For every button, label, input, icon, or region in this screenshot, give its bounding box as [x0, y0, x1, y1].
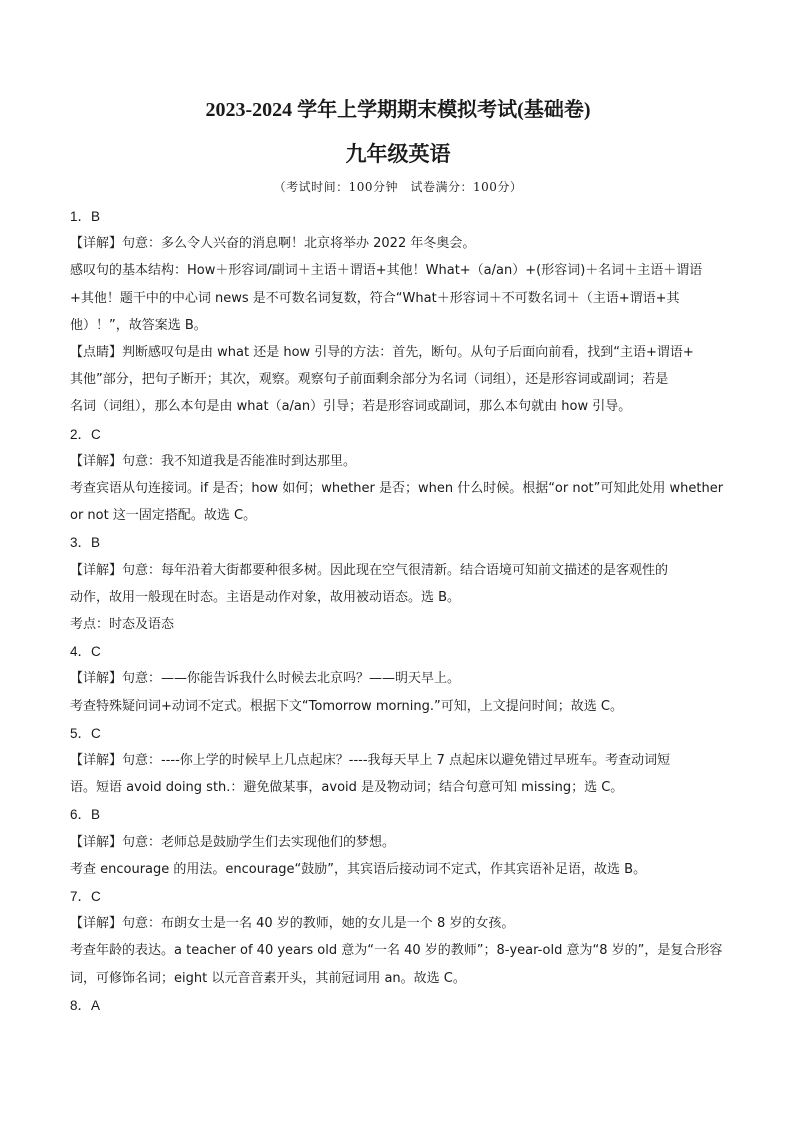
answer-number: 3．B [70, 535, 101, 551]
explanation-line: 【详解】句意：老师总是鼓励学生们去实现他们的梦想。 [70, 834, 396, 850]
explanation-line: 【详解】句意：我不知道我是否能准时到达那里。 [70, 453, 357, 469]
explanation-line: 考查特殊疑问词+动词不定式。根据下文“Tomorrow morning.”可知，上文提问时间；故选 C。 [70, 698, 623, 714]
explanation-line: 考查宾语从句连接词。if 是否；how 如何；whether 是否；when 什么时候。根据“or not”可知此处用 whether [70, 481, 724, 497]
document-page [70, 95, 726, 1019]
explanation-line: 其他”部分，把句子断开；其次，观察。观察句子前面剩余部分为名词（词组），还是形容词或副词；若是 [70, 372, 669, 388]
explanation-line: 语。短语 avoid doing sth.：避免做某事，avoid 是及物动词；结合句意可知 missing；选 C。 [70, 780, 624, 796]
explanation-line: 考查年龄的表达。a teacher of 40 years old 意为“一名 40 岁的教师”；8-year-old 意为“8 岁的”，是复合形容 [70, 943, 723, 959]
explanation-line: 【详解】句意：多么令人兴奋的消息啊！北京将举办 2022 年冬奥会。 [70, 236, 476, 252]
explanation-line: 考点：时态及语态 [70, 617, 175, 633]
exam-info: （考试时间：100分钟 试卷满分：100分） [273, 180, 523, 194]
answer-number: 2．C [70, 426, 101, 442]
answer-number: 7．C [70, 889, 101, 905]
explanation-line: 【详解】句意：布朗女士是一名 40 岁的教师，她的女儿是一个 8 岁的女孩。 [70, 916, 515, 932]
explanation-line: 【详解】句意：每年沿着大街都要种很多树。因此现在空气很清新。结合语境可知前文描述的是客观性的 [70, 562, 669, 578]
explanation-line: +其他！题干中的中心词 news 是不可数名词复数，符合“What＋形容词＋不可数名词＋（主语+谓语+其 [70, 290, 680, 306]
explanation-line: 【点睛】判断感叹句是由 what 还是 how 引导的方法：首先，断句。从句子后面向前看，找到“主语+谓语+ [70, 345, 694, 361]
explanation-line: 名词（词组），那么本句是由 what（a/an）引导；若是形容词或副词，那么本句就由 how 引导。 [70, 399, 632, 415]
explanation-line: 他）！”，故答案选 B。 [70, 317, 207, 333]
explanation-line: 词，可修饰名词；eight 以元音音素开头，其前冠词用 an。故选 C。 [70, 970, 466, 986]
explanation-line: or not 这一固定搭配。故选 C。 [70, 508, 257, 524]
answer-number: 5．C [70, 725, 101, 741]
explanation-line: 【详解】句意：----你上学的时候早上几点起床？----我每天早上 7 点起床以避免错过早班车。考查动词短 [70, 753, 671, 769]
document-subtitle: 九年级英语 [345, 142, 451, 166]
answer-body [70, 203, 726, 1019]
answer-number: 4．C [70, 644, 101, 660]
answer-number: 8．A [70, 997, 101, 1013]
answer-number: 6．B [70, 807, 101, 823]
answer-number: 1．B [70, 209, 101, 224]
explanation-line: 感叹句的基本结构：How＋形容词/副词＋主语＋谓语+其他！What+（a/an）+(形容词)＋名词＋主语＋谓语 [70, 263, 703, 279]
explanation-line: 动作，故用一般现在时态。主语是动作对象，故用被动语态。选 B。 [70, 589, 461, 605]
explanation-line: 【详解】句意：——你能告诉我什么时候去北京吗？——明天早上。 [70, 671, 461, 687]
document-title: 2023-2024 学年上学期期末模拟考试(基础卷) [205, 99, 591, 121]
explanation-line: 考查 encourage 的用法。encourage“鼓励”，其宾语后接动词不定式，作其宾语补足语，故选 B。 [70, 861, 647, 877]
